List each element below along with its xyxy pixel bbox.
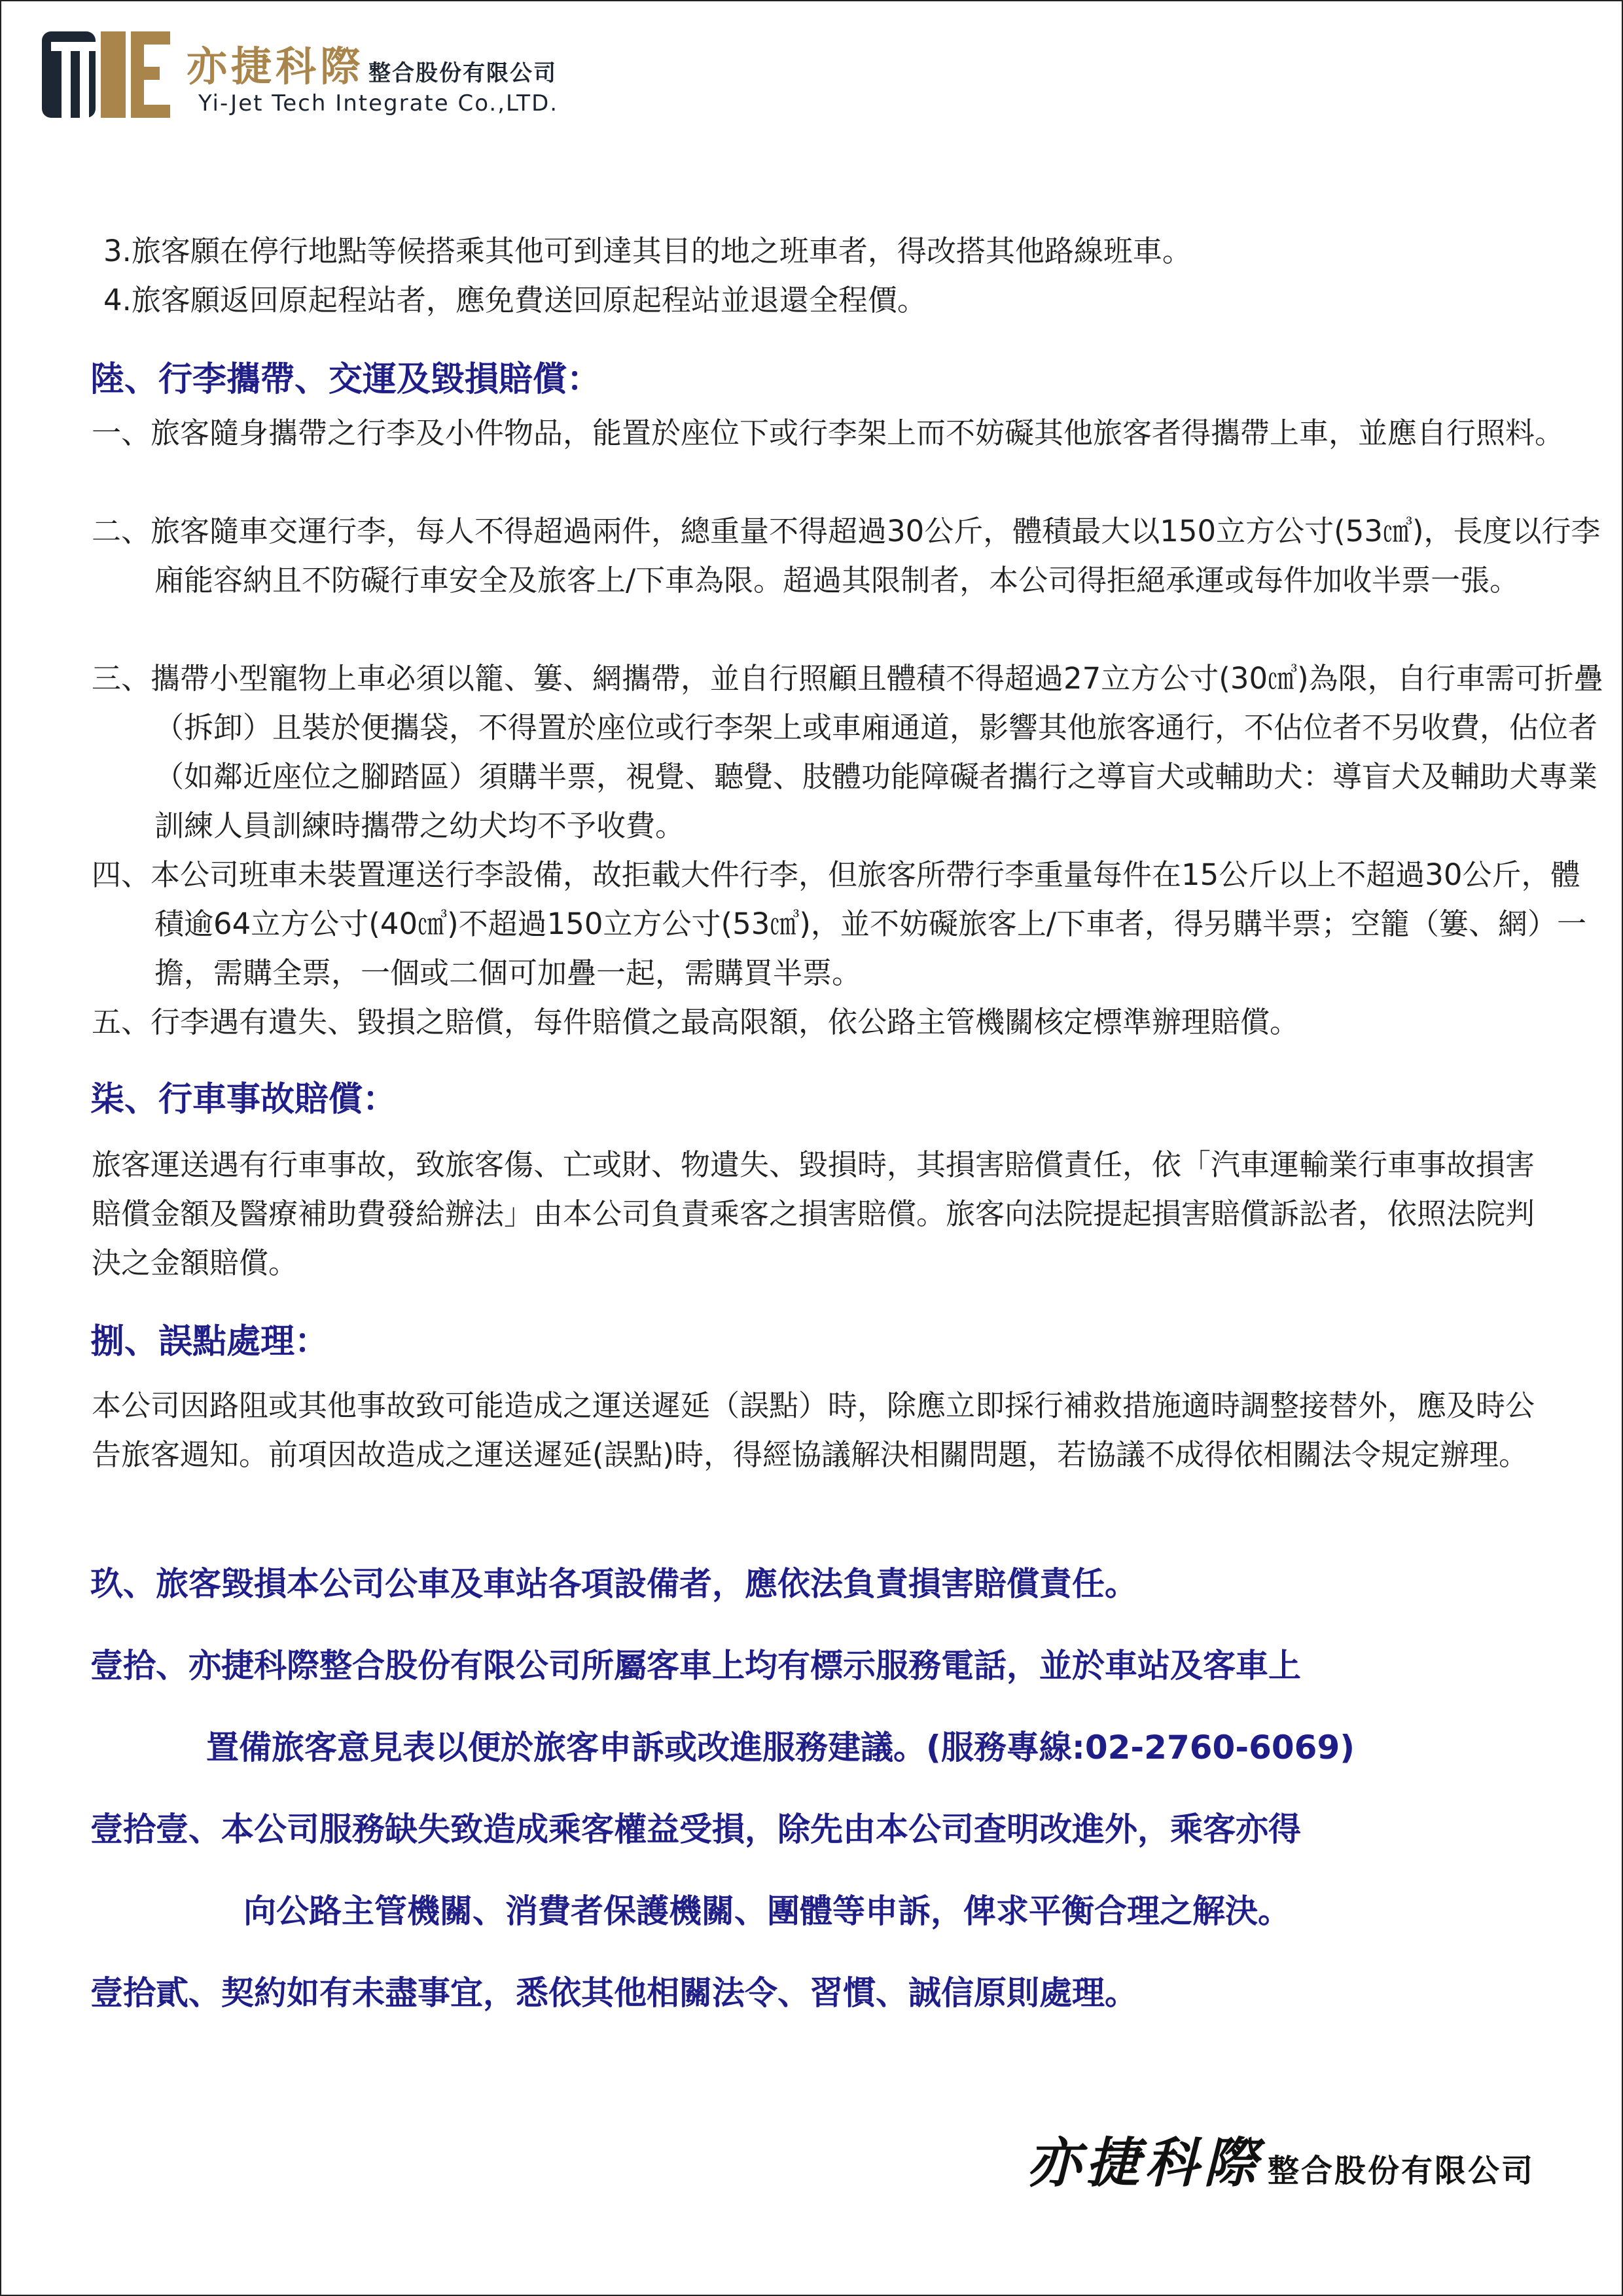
- clause-service-phone-line1: 壹拾、亦捷科際整合股份有限公司所屬客車上均有標示服務電話，並於車站及客車上: [90, 1647, 1301, 1685]
- footer-suffix: 整合股份有限公司: [1267, 2153, 1535, 2189]
- intro-item: 4.旅客願返回原起程站者，應免費送回原起程站並退還全程價。: [103, 283, 927, 317]
- brand-script: 亦捷科際: [187, 43, 365, 90]
- clause-complaint-line1: 壹拾壹、本公司服務缺失致造成乘客權益受損，除先由本公司查明改進外，乘客亦得: [90, 1810, 1301, 1848]
- brand-name-english: Yi-Jet Tech Integrate Co.,LTD.: [198, 90, 559, 117]
- list-item: 二、旅客隨車交運行李，每人不得超過兩件，總重量不得超過30公斤，體積最大以150立方公寸(53㎤)，長度以行李廂能容納且不防礙行車安全及旅客上/下車為限。超過其限制者，本公司得拒絕承運或每件加收半票一張。: [92, 514, 1601, 598]
- paragraph: 旅客運送遇有行車事故，致旅客傷、亡或財、物遺失、毀損時，其損害賠償責任，依「汽車運輸業行車事故損害賠償金額及醫療補助費發給辦法」由本公司負責乘客之損害賠償。旅客向法院提起損害賠償訴訟者，依照法院判決之金額賠償。: [92, 1147, 1535, 1280]
- intro-item: 3.旅客願在停行地點等候搭乘其他可到達其目的地之班車者，得改搭其他路線班車。: [103, 234, 1192, 268]
- clause-complaint-line2: 向公路主管機關、消費者保護機關、團體等申訴，俾求平衡合理之解決。: [243, 1892, 1291, 1930]
- paragraph: 本公司因路阻或其他事故致可能造成之運送遲延（誤點）時，除應立即採行補救措施適時調整接替外，應及時公告旅客週知。前項因故造成之運送遲延(誤點)時，得經協議解決相關問題，若協議不成得依相關法令規定辦理。: [92, 1388, 1535, 1472]
- clause-service-phone-line2: 置備旅客意見表以便於旅客申訴或改進服務建議。(服務專線:02-2760-6069): [206, 1729, 1355, 1767]
- brand-suffix: 整合股份有限公司: [368, 60, 558, 86]
- company-logo: [42, 26, 173, 119]
- list-item: 五、行李遇有遺失、毀損之賠償，每件賠償之最高限額，依公路主管機關核定標準辦理賠償。: [92, 1005, 1300, 1039]
- clause-other-matters: 壹拾貳、契約如有未盡事宜，悉依其他相關法令、習慣、誠信原則處理。: [90, 1974, 1137, 2012]
- clause-damage: 玖、旅客毀損本公司公車及車站各項設備者，應依法負責損害賠償責任。: [90, 1565, 1137, 1603]
- section-heading-luggage: 陸、行李攜帶、交運及毀損賠償：: [90, 360, 601, 399]
- list-item: 一、旅客隨身攜帶之行李及小件物品，能置於座位下或行李架上而不妨礙其他旅客者得攜帶上車，並應自行照料。: [92, 416, 1565, 450]
- section-heading-delay: 捌、誤點處理：: [90, 1322, 329, 1361]
- section-heading-accident: 柒、行車事故賠償：: [90, 1080, 397, 1119]
- brand-name-chinese: [187, 34, 558, 90]
- footer-company-signature: [1027, 2121, 1535, 2197]
- list-item: 三、攜帶小型寵物上車必須以籠、簍、網攜帶，並自行照顧且體積不得超過27立方公寸(30㎤)為限，自行車需可折疊（拆卸）且裝於便攜袋，不得置於座位或行李架上或車廂通道，影響其他旅客通行，不佔位者不另收費，佔位者（如鄰近座位之腳踏區）須購半票，視覺、聽覺、肢體功能障礙者攜行之導盲犬或輔助犬：導盲犬及輔助犬專業訓練人員訓練時攜帶之幼犬均不予收費。: [92, 661, 1603, 843]
- list-item: 四、本公司班車未裝置運送行李設備，故拒載大件行李，但旅客所帶行李重量每件在15公斤以上不超過30公斤，體積逾64立方公寸(40㎤)不超過150立方公寸(53㎤)，並不妨礙旅客上/下車者，得另購半票；空籠（簍、網）一擔，需購全票，一個或二個可加疊一起，需購買半票。: [92, 857, 1587, 990]
- footer-script: 亦捷科際: [1026, 2132, 1262, 2195]
